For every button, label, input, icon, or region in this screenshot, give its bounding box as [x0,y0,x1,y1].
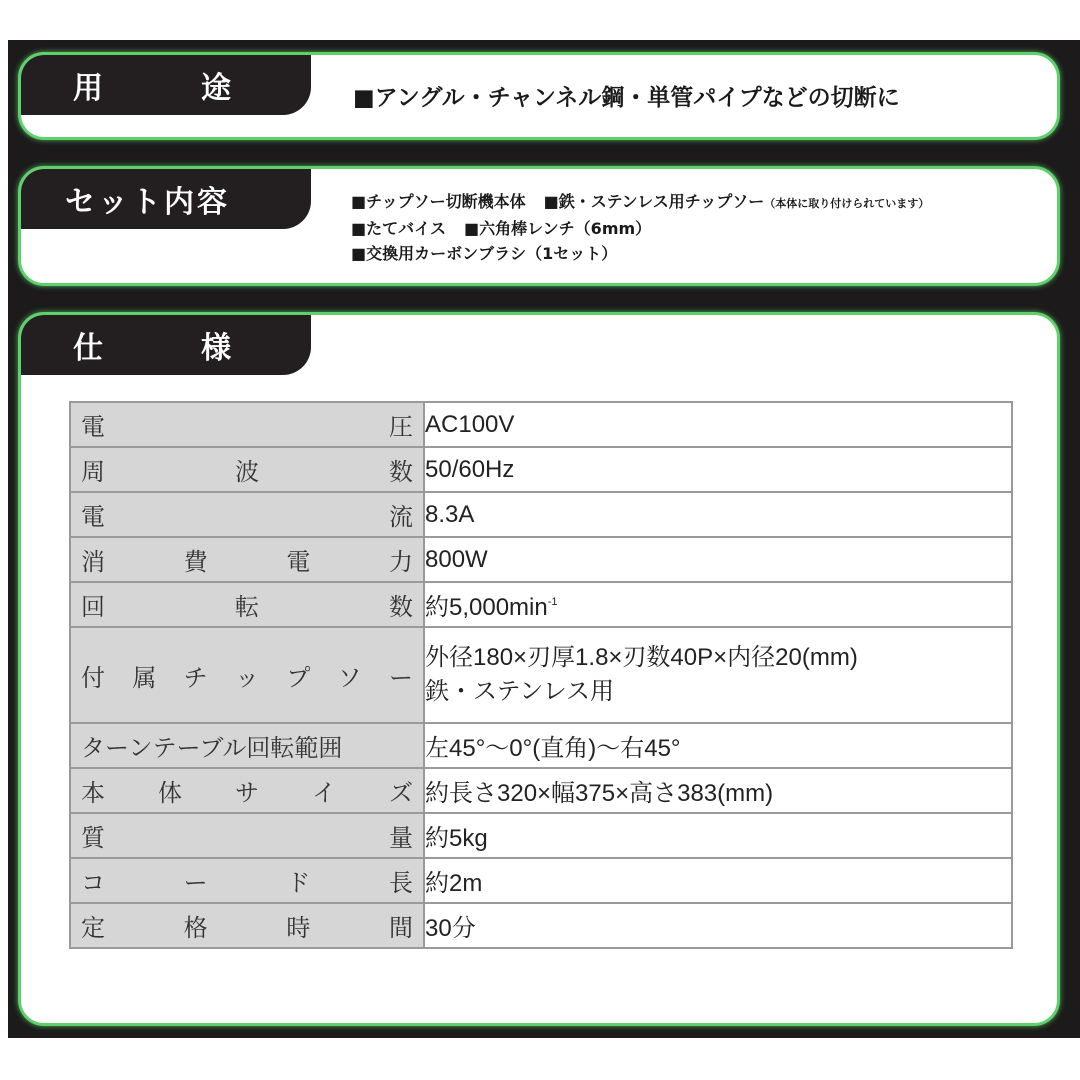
spec-label-cell [70,582,424,627]
spec-value [425,411,514,438]
spec-value-superscript: -1 [547,596,558,608]
spec-label-cell [70,492,424,537]
spec-value [425,546,488,573]
set-contents-tab: セット内容 [21,169,311,229]
spec-value-text: AC100V [425,410,515,438]
spec-label-char: 本 [81,780,105,807]
spec-value-text: 8.3A [425,500,475,528]
spec-value-cell [424,492,1012,537]
spec-label-char: 転 [235,594,259,621]
spec-label-cell [70,768,424,813]
spec-label-cell [70,537,424,582]
spec-label-char: 数 [389,594,413,621]
spec-value-text: 50/60Hz [425,455,515,483]
spec-label [71,538,423,581]
spec-value [425,825,488,852]
spec-row [70,723,1012,768]
spec-label-cell [70,402,424,447]
spec-value [425,501,474,528]
spec-value-cell [424,858,1012,903]
spec-label [71,724,423,767]
set-item: ■鉄・ステンレス用チップソー [543,192,765,211]
spec-label-char: 電 [286,549,311,576]
spec-value-text: 800W [425,545,488,573]
spec-label-char: 力 [388,549,413,576]
spec-value-cell [424,903,1012,948]
spec-label-char: ド [286,870,311,897]
spec-label-char: ズ [389,780,413,807]
set-contents-line [351,189,929,216]
spec-label-char: 回 [81,594,105,621]
spec-value-cell [424,402,1012,447]
spec-label-char: 属 [132,664,157,692]
set-item: ■交換用カーボンブラシ（1セット） [351,244,618,263]
spec-value-text: 外径180×刃厚1.8×刃数40P×内径20(mm) [425,644,858,671]
set-contents-list [351,189,929,266]
spec-value [425,870,482,897]
usage-title-char: 用 [73,71,103,106]
usage-panel [18,52,1060,140]
spec-value-cell [424,813,1012,858]
spec-label-char: 電 [81,414,105,441]
spec-value [425,915,476,942]
spec-title-char: 様 [201,331,231,366]
spec-label-char: 数 [389,459,413,486]
spec-label [71,859,423,902]
set-item-note: （本体に取り付けられています） [764,197,930,210]
spec-value-text: 約2m [425,870,483,897]
spec-label-char: 間 [388,915,413,942]
set-item: ■六角棒レンチ（6mm） [463,219,652,238]
spec-label [71,904,423,947]
spec-row [70,537,1012,582]
spec-label-char: ー [183,870,208,897]
spec-label-char: ッ [234,664,259,692]
spec-value-text: 30分 [425,915,476,942]
spec-label-char: 長 [388,870,413,897]
spec-label-char: 質 [81,825,105,852]
spec-value [425,456,514,483]
spec-row [70,813,1012,858]
spec-label-char: 流 [389,504,413,531]
spec-label-char: 消 [81,549,105,576]
spec-row [70,447,1012,492]
spec-label-char: イ [312,780,336,807]
spec-label [71,769,423,812]
spec-label [71,493,423,536]
spec-row [70,858,1012,903]
spec-label [71,628,423,722]
set-item: ■たてバイス [351,219,446,238]
spec-value-text: 約5,000min [425,594,548,621]
spec-label [71,583,423,626]
spec-value-cell [424,537,1012,582]
spec-row [70,627,1012,723]
spec-value-line2: 鉄・ステンレス用 [425,678,614,705]
spec-value-text: 約長さ320×幅375×高さ383(mm) [425,780,774,807]
spec-row [70,402,1012,447]
spec-label [71,403,423,446]
spec-panel [18,312,1060,1026]
spec-label-char: ソ [337,664,362,692]
spec-label [71,448,423,491]
spec-tab [21,315,311,375]
spec-label-char: 体 [158,780,182,807]
spec-label-cell [70,723,424,768]
spec-label-char: 時 [286,915,311,942]
spec-label-char: 周 [81,459,105,486]
usage-text: ■アングル・チャンネル鋼・単管パイプなどの切断に [353,85,900,111]
spec-label-char: 付 [81,664,105,692]
spec-label-char: チ [183,664,208,692]
spec-value-cell [424,582,1012,627]
spec-label-char: ターンテーブル回転範囲 [81,735,343,762]
spec-value [425,735,681,762]
spec-value-cell [424,447,1012,492]
spec-value-text: 左45°～0°(直角)～右45° [425,735,681,762]
spec-label-char: 圧 [389,414,413,441]
spec-title-char: 仕 [73,331,103,366]
set-contents-panel [18,166,1060,286]
spec-label-cell [70,858,424,903]
spec-value [425,594,558,621]
spec-label-char: 量 [389,825,413,852]
spec-table [69,401,1013,949]
spec-label-char: サ [235,780,259,807]
spec-label-char: ー [388,664,413,692]
spec-label-cell [70,903,424,948]
spec-label-cell [70,447,424,492]
spec-row [70,492,1012,537]
spec-label-char: 波 [235,459,259,486]
spec-value-cell [424,723,1012,768]
spec-label-char: 格 [183,915,208,942]
set-contents-line [351,216,929,241]
spec-label-char: プ [286,664,311,692]
spec-label-cell [70,813,424,858]
spec-value-cell [424,768,1012,813]
usage-tab [21,55,311,115]
usage-title-char: 途 [201,71,231,106]
spec-label-char: 定 [81,915,105,942]
spec-label-char: 電 [81,504,105,531]
spec-label [71,814,423,857]
spec-row [70,768,1012,813]
spec-label-char: 費 [183,549,208,576]
spec-row [70,903,1012,948]
spec-row [70,582,1012,627]
spec-label-cell [70,627,424,723]
spec-value-text: 約5kg [425,825,488,852]
spec-value-cell [424,627,1012,723]
spec-value [425,780,773,807]
spec-value [425,641,1011,675]
set-contents-line [351,241,929,266]
spec-label-char: コ [81,870,105,897]
set-item: ■チップソー切断機本体 [351,192,526,211]
